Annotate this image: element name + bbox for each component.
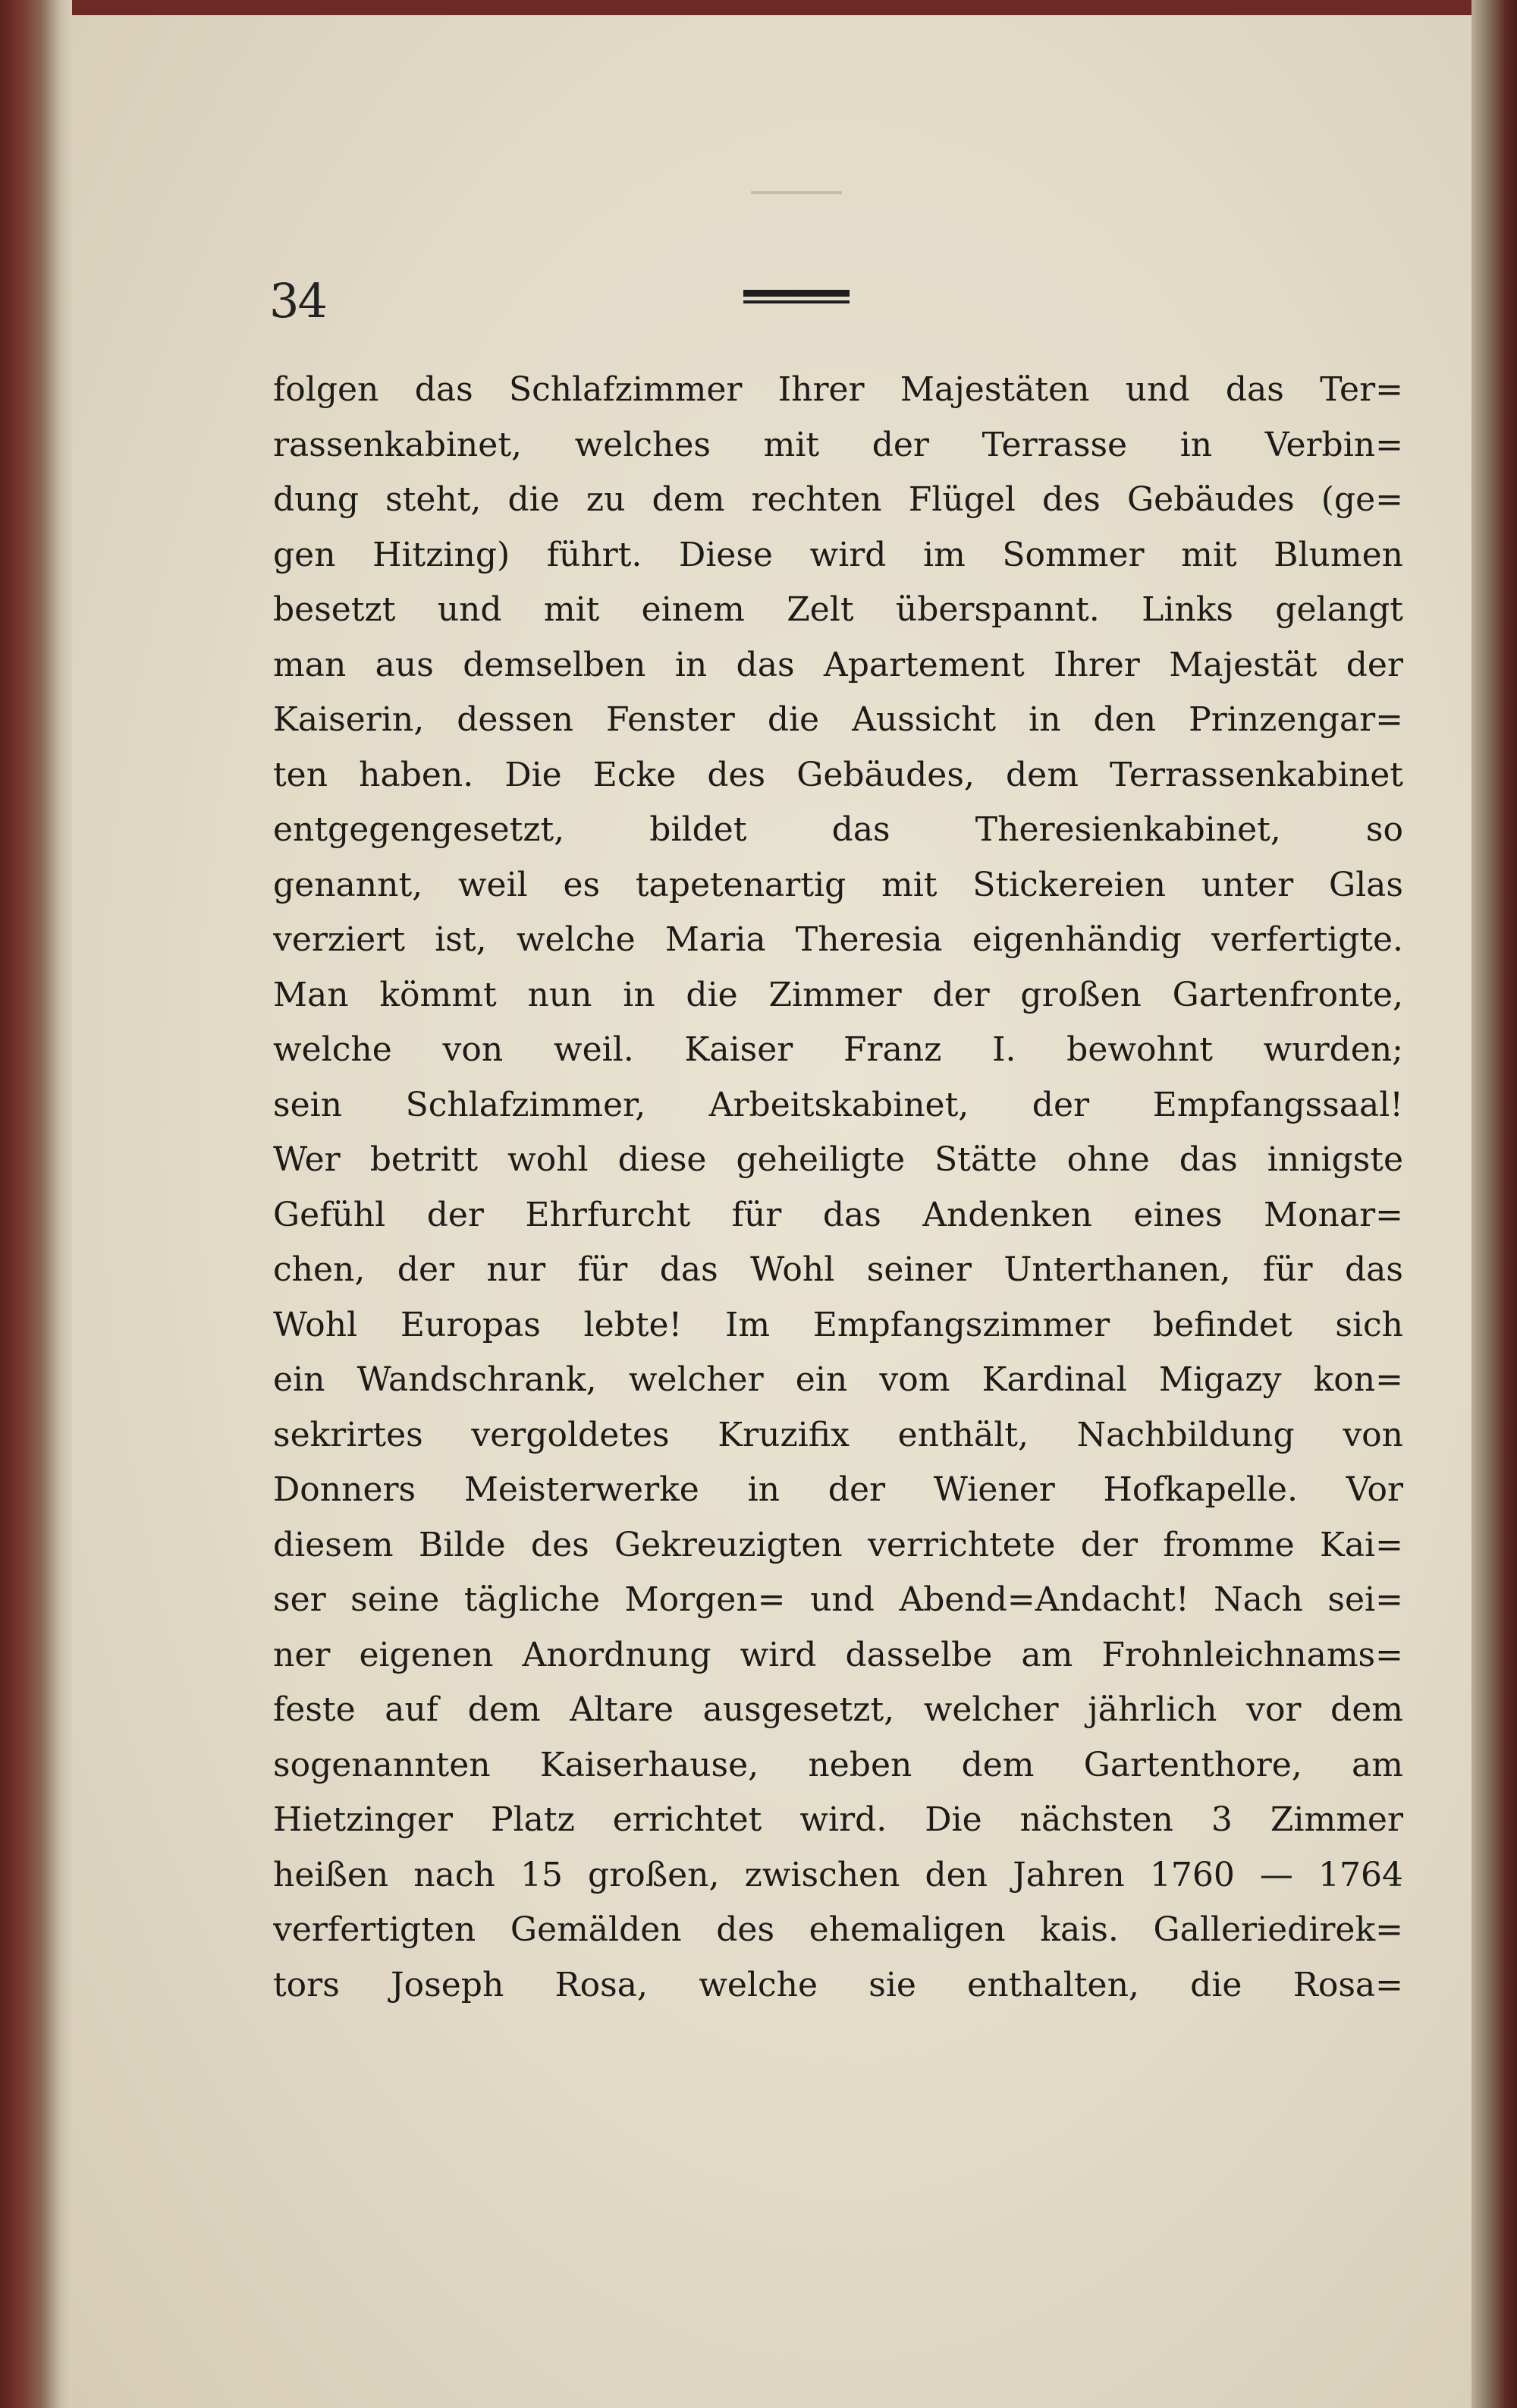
page-number: 34 <box>269 273 326 329</box>
text-line: diesem Bilde des Gekreuzigten verrichtete der fromme Kai= <box>273 1525 1403 1564</box>
text-line: feste auf dem Altare ausgesetzt, welcher jährlich vor dem <box>273 1690 1403 1729</box>
text-line: Gefühl der Ehrfurcht für das Andenken eines Monar= <box>273 1195 1403 1234</box>
text-line: ner eigenen Anordnung wird dasselbe am Frohnleichnams= <box>273 1635 1403 1674</box>
header-rule <box>743 290 850 307</box>
text-line: Man kömmt nun in die Zimmer der großen Gartenfronte, <box>273 975 1403 1014</box>
text-line: sekrirtes vergoldetes Kruzifix enthält, Nachbildung von <box>273 1415 1403 1454</box>
text-line: entgegengesetzt, bildet das Theresienkabinet, so <box>273 810 1403 849</box>
body-text <box>273 363 1403 2013</box>
text-line: ser seine tägliche Morgen= und Abend=Andacht! Nach sei= <box>273 1580 1403 1619</box>
text-line: ein Wandschrank, welcher ein vom Kardinal Migazy kon= <box>273 1360 1403 1399</box>
text-line: dung steht, die zu dem rechten Flügel des Gebäudes (ge= <box>273 480 1403 519</box>
text-line: verfertigten Gemälden des ehemaligen kais. Galleriedirek= <box>273 1910 1403 1949</box>
text-line: man aus demselben in das Apartement Ihrer Majestät der <box>273 645 1403 684</box>
text-line: heißen nach 15 großen, zwischen den Jahren 1760 — 1764 <box>273 1855 1403 1894</box>
text-line: ten haben. Die Ecke des Gebäudes, dem Terrassenkabinet <box>273 755 1403 794</box>
text-line: sogenannten Kaiserhause, neben dem Gartenthore, am <box>273 1745 1403 1784</box>
text-line: verziert ist, welche Maria Theresia eigenhändig verfertigte. <box>273 920 1403 959</box>
book-cover-left-edge <box>0 0 72 2408</box>
text-line: Wer betritt wohl diese geheiligte Stätte ohne das innigste <box>273 1140 1403 1179</box>
text-line: tors Joseph Rosa, welche sie enthalten, die Rosa= <box>273 1965 1403 2004</box>
text-line: genannt, weil es tapetenartig mit Stickereien unter Glas <box>273 865 1403 904</box>
text-line: rassenkabinet, welches mit der Terrasse in Verbin= <box>273 425 1403 464</box>
text-line: Hietzinger Platz errichtet wird. Die nächsten 3 Zimmer <box>273 1800 1403 1839</box>
book-cover-right-edge <box>1471 0 1517 2408</box>
text-line: welche von weil. Kaiser Franz I. bewohnt wurden; <box>273 1030 1403 1069</box>
text-line: besetzt und mit einem Zelt überspannt. Links gelangt <box>273 590 1403 629</box>
text-line: Kaiserin, dessen Fenster die Aussicht in den Prinzengar= <box>273 700 1403 739</box>
text-line: folgen das Schlafzimmer Ihrer Majestäten und das Ter= <box>273 370 1403 409</box>
bleed-through-rule <box>751 191 842 194</box>
text-line: sein Schlafzimmer, Arbeitskabinet, der Empfangssaal! <box>273 1085 1403 1124</box>
text-line: Donners Meisterwerke in der Wiener Hofkapelle. Vor <box>273 1470 1403 1509</box>
text-line: Wohl Europas lebte! Im Empfangszimmer befindet sich <box>273 1305 1403 1344</box>
text-line: gen Hitzing) führt. Diese wird im Sommer mit Blumen <box>273 535 1403 574</box>
text-line: chen, der nur für das Wohl seiner Unterthanen, für das <box>273 1250 1403 1289</box>
